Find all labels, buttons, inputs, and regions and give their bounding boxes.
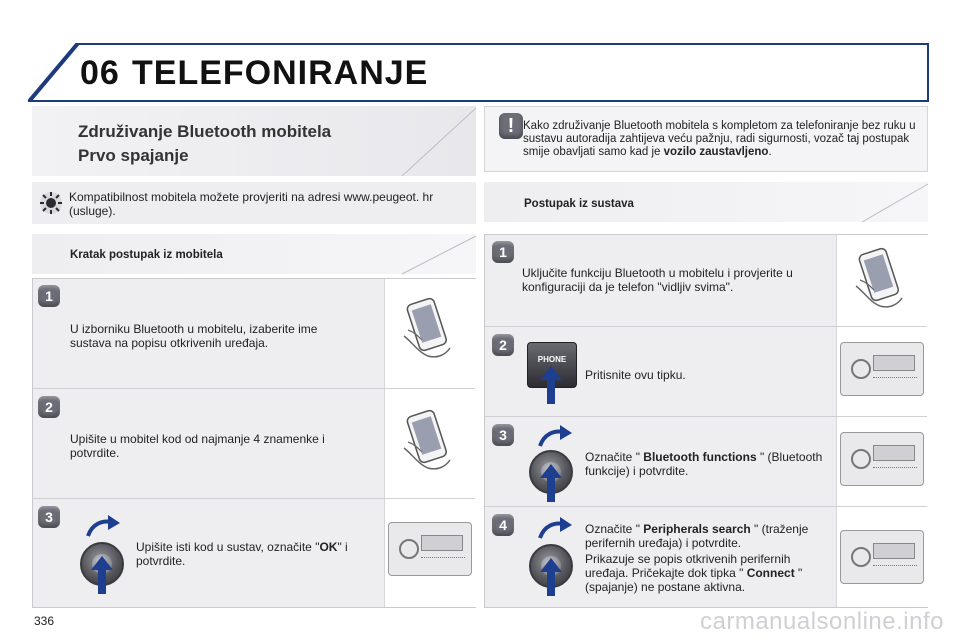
smartphone-hand-icon: [850, 246, 912, 310]
right-step-3-text: Označite " Bluetooth functions " (Bluetooth funkcije) i potvrdite.: [585, 450, 823, 478]
smartphone-hand-icon: [398, 408, 460, 472]
right-heading: Postupak iz sustava: [524, 198, 634, 210]
sun-icon: [38, 190, 64, 216]
step-badge-4: 4: [492, 514, 514, 536]
left-heading-corner-line: [400, 234, 478, 276]
right-step-1-text: Uključite funkciju Bluetooth u mobitelu i provjerite u konfiguraciji da je telefon "vidljiv svima".: [522, 266, 793, 294]
right-heading-corner-line: [860, 182, 930, 224]
chapter-title: TELEFONIRANJE: [132, 54, 429, 92]
section-corner-line: [400, 106, 478, 178]
push-arrow-icon: [540, 558, 562, 596]
left-step-1-text: U izborniku Bluetooth u mobitelu, izaberite ime sustava na popisu otkrivenih uređaja.: [70, 322, 318, 350]
right-step-4-text: Označite " Peripherals search " (traženje perifernih uređaja) i potvrdite.: [585, 522, 809, 550]
radio-unit-image: [840, 432, 924, 486]
step-badge-3: 3: [38, 506, 60, 528]
watermark: carmanualsonline.info: [700, 608, 944, 635]
rotate-arrow-icon: [536, 516, 574, 542]
phone-button-image: PHONE: [527, 342, 577, 388]
step-badge-1: 1: [38, 285, 60, 307]
page-number: 336: [34, 614, 55, 628]
section-title-line2: Prvo spajanje: [78, 146, 189, 165]
push-arrow-icon: [91, 556, 113, 594]
left-heading: Kratak postupak iz mobitela: [70, 249, 223, 261]
step-badge-2: 2: [492, 334, 514, 356]
step-badge-1: 1: [492, 241, 514, 263]
rotate-arrow-icon: [84, 514, 122, 540]
chapter-number: 06: [80, 54, 120, 92]
smartphone-hand-icon: [398, 296, 460, 360]
left-step-2-text: Upišite u mobitel kod od najmanje 4 znamenke i potvrdite.: [70, 432, 325, 460]
rotate-arrow-icon: [536, 424, 574, 450]
radio-unit-image: [388, 522, 472, 576]
radio-unit-image: [840, 530, 924, 584]
exclamation-icon: !: [499, 113, 523, 139]
step-badge-3: 3: [492, 424, 514, 446]
left-step-3-text: Upišite isti kod u sustav, označite "OK" i potvrdite.: [136, 540, 348, 568]
section-title-line1: Združivanje Bluetooth mobitela: [78, 122, 332, 141]
push-arrow-icon: [540, 464, 562, 502]
radio-unit-image: [840, 342, 924, 396]
right-step-2-text: Pritisnite ovu tipku.: [585, 368, 686, 382]
tip-panel: [32, 182, 476, 224]
right-step-4-text-2: Prikazuje se popis otkrivenih perifernih uređaja. Pričekajte dok tipka " Connect " (spajanje) ne postane aktivna.: [585, 552, 803, 594]
tip-text: Kompatibilnost mobitela možete provjeriti na adresi www.peugeot. hr (usluge).: [69, 190, 434, 218]
warning-panel: [484, 106, 928, 172]
warning-text: Kako združivanje Bluetooth mobitela s kompletom za telefoniranje bez ruku u sustavu autoradija zahtijeva veću pažnju, radi sigurnosti, vozač taj postupak smije obavljati samo kad je vozilo zaustavljeno.: [523, 120, 916, 158]
push-arrow-icon: [540, 366, 562, 404]
step-badge-2: 2: [38, 396, 60, 418]
